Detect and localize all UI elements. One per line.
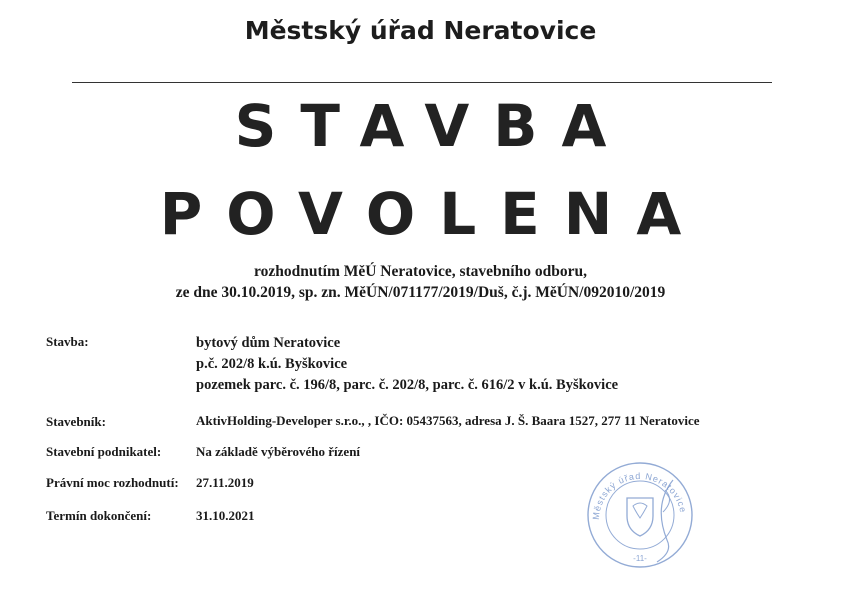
headline-line2: POVOLENA (159, 180, 706, 248)
decision-line2: ze dne 30.10.2019, sp. zn. MěÚN/071177/2019/Duš, č.j. MěÚN/092010/2019 (175, 284, 666, 301)
stavebnik-value: AktivHolding-Developer s.r.o., , IČO: 05437563, adresa J. Š. Baara 1527, 277 11 Neratovice (196, 413, 700, 428)
stavba-line2: p.č. 202/8 k.ú. Byškovice (196, 356, 348, 372)
termin-label: Termín dokončení: (46, 508, 152, 523)
stavba-line1: bytový dům Neratovice (196, 335, 341, 351)
official-stamp-icon (585, 460, 695, 570)
termin-value: 31.10.2021 (196, 508, 255, 523)
stavba-line3: pozemek parc. č. 196/8, parc. č. 202/8, parc. č. 616/2 v k.ú. Byškovice (196, 377, 619, 393)
stavba-label: Stavba: (46, 334, 89, 349)
headline-line1: STAVBA (234, 92, 631, 160)
podnikatel-value: Na základě výběrového řízení (196, 444, 361, 459)
authority-name: Městský úřad Neratovice (244, 16, 597, 45)
pravni-moc-value: 27.11.2019 (196, 475, 254, 490)
decision-line1: rozhodnutím MěÚ Neratovice, stavebního odboru, (254, 263, 587, 280)
stamp-number: -11- (633, 554, 647, 563)
stavebnik-label: Stavebník: (46, 414, 106, 429)
podnikatel-label: Stavební podnikatel: (46, 444, 162, 459)
pravni-moc-label: Právní moc rozhodnutí: (46, 475, 179, 490)
stamp-text: Městský úřad Neratovice (590, 470, 689, 521)
divider (72, 82, 772, 83)
